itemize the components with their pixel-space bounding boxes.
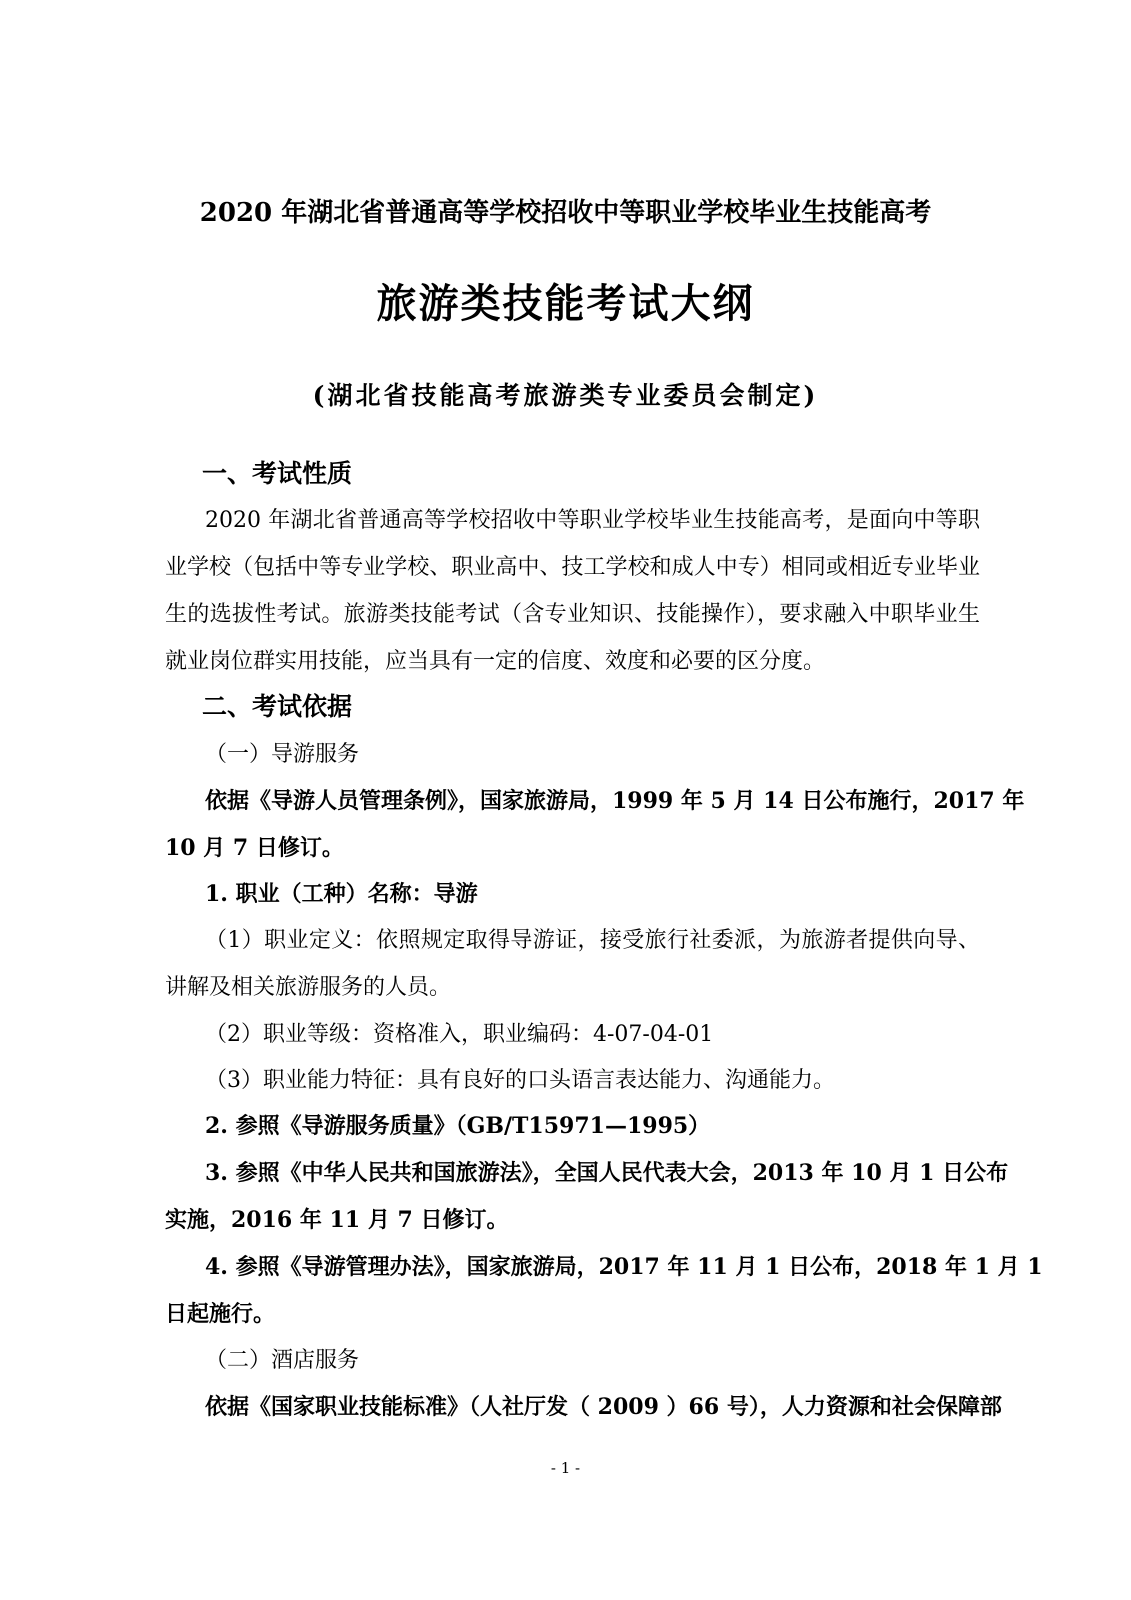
document-subtitle: (湖北省技能高考旅游类专业委员会制定) — [312, 381, 819, 410]
reference-item-2: 2. 参照《导游服务质量》（GB/T15971—1995） — [205, 1113, 711, 1139]
occupation-level: （2）职业等级：资格准入，职业编码：4-07-04-01 — [205, 1022, 714, 1047]
subsection-heading-tour-guide: （一）导游服务 — [205, 742, 360, 767]
paragraph-line: 2020 年湖北省普通高等学校招收中等职业学校毕业生技能高考，是面向中等职 — [205, 508, 980, 533]
occupation-ability: （3）职业能力特征：具有良好的口头语言表达能力、沟通能力。 — [205, 1068, 835, 1093]
reference-item-3: 3. 参照《中华人民共和国旅游法》，全国人民代表大会，2013 年 10 月 1 日公布 — [205, 1160, 1009, 1186]
section-heading-exam-basis: 二、考试依据 — [202, 692, 353, 721]
section-heading-exam-nature: 一、考试性质 — [202, 459, 353, 488]
reference-item-4-cont: 日起施行。 — [165, 1301, 276, 1327]
document-title: 旅游类技能考试大纲 — [376, 280, 755, 327]
basis-line: 依据《导游人员管理条例》，国家旅游局，1999 年 5 月 14 日公布施行，2017 年 — [205, 788, 1025, 814]
paragraph-line: 业学校（包括中等专业学校、职业高中、技工学校和成人中专）相同或相近专业毕业 — [165, 555, 980, 580]
paragraph-line: 生的选拔性考试。旅游类技能考试（含专业知识、技能操作），要求融入中职毕业生 — [165, 602, 980, 627]
reference-item-4: 4. 参照《导游管理办法》，国家旅游局，2017 年 11 月 1 日公布，2018 年 1 月 1 — [205, 1254, 1043, 1280]
paragraph-line: 就业岗位群实用技能，应当具有一定的信度、效度和必要的区分度。 — [165, 649, 826, 674]
item-heading-occupation: 1. 职业（工种）名称：导游 — [205, 881, 478, 907]
header-line: 2020 年湖北省普通高等学校招收中等职业学校毕业生技能高考 — [199, 198, 932, 228]
hotel-basis-line: 依据《国家职业技能标准》（人社厅发（ 2009 ）66 号），人力资源和社会保障部 — [205, 1394, 1002, 1420]
page-number: - 1 - — [550, 1459, 581, 1477]
reference-item-3-cont: 实施，2016 年 11 月 7 日修订。 — [165, 1207, 509, 1233]
definition-line: 讲解及相关旅游服务的人员。 — [165, 975, 452, 1000]
definition-line: （1）职业定义：依照规定取得导游证，接受旅行社委派，为旅游者提供向导、 — [205, 928, 980, 953]
basis-line: 10 月 7 日修订。 — [165, 835, 344, 861]
subsection-heading-hotel: （二）酒店服务 — [205, 1348, 360, 1373]
